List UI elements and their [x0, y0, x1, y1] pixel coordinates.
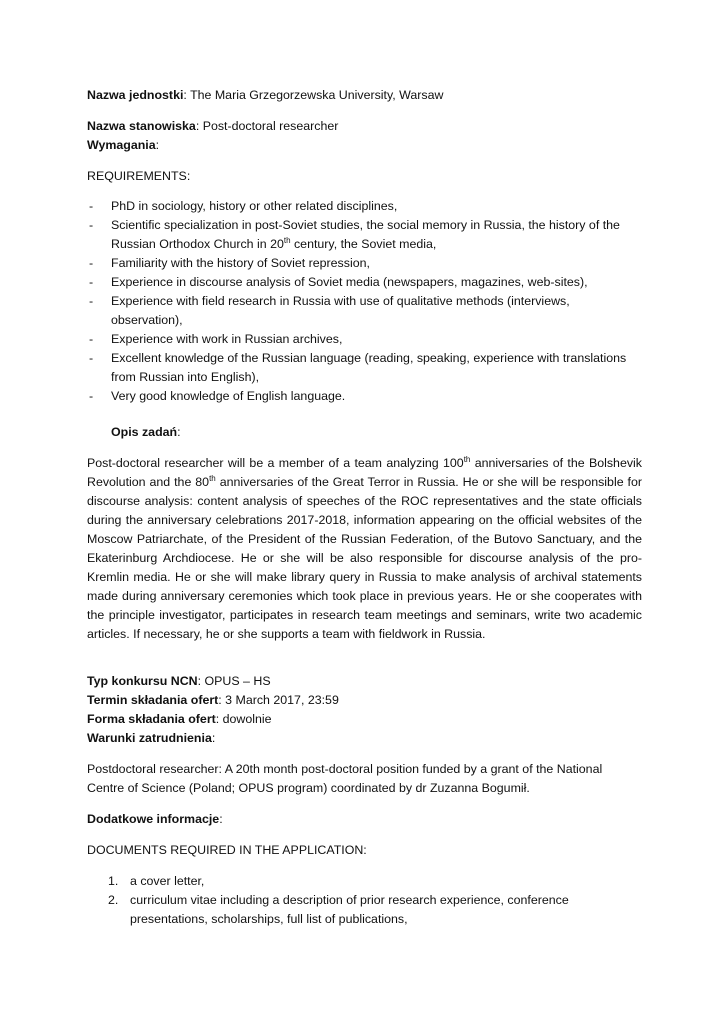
unit-label: Nazwa jednostki: [87, 88, 184, 102]
competition-type-label: Typ konkursu NCN: [87, 674, 198, 688]
submission-form-line: [87, 710, 642, 729]
deadline-label: Termin składania ofert: [87, 693, 219, 707]
list-item: - PhD in sociology, history or other related disciplines,: [87, 197, 642, 216]
list-item: - Experience with work in Russian archives,: [87, 330, 642, 349]
requirements-list: [87, 197, 642, 406]
list-item: 2. curriculum vitae including a description of prior research experience, conference presentations, scholarships, full list of publications,: [108, 893, 569, 926]
list-item: 1. a cover letter,: [108, 874, 205, 888]
submission-form-value: : dowolnie: [215, 712, 272, 726]
unit-value: : The Maria Grzegorzewska University, Warsaw: [183, 88, 444, 102]
position-line: [87, 117, 642, 136]
list-item: - Very good knowledge of English language.: [87, 387, 642, 406]
list-item: - Familiarity with the history of Soviet repression,: [87, 254, 642, 273]
competition-type-value: : OPUS – HS: [197, 674, 271, 688]
documents-heading: DOCUMENTS REQUIRED IN THE APPLICATION:: [87, 843, 367, 857]
conditions-label-line: Warunki zatrudnienia:: [87, 731, 216, 745]
requirements-label: Wymagania: [87, 138, 156, 152]
requirements-heading: REQUIREMENTS:: [87, 169, 191, 183]
conditions-text: Postdoctoral researcher: A 20th month post-doctoral position funded by a grant of the National Centre of Science (Poland; OPUS program) coordinated by dr Zuzanna Bogumił.: [87, 762, 603, 795]
competition-type-line: [87, 672, 642, 691]
tasks-label-line: Opis zadań:: [111, 425, 181, 439]
list-item: - Scientific specialization in post-Soviet studies, the social memory in Russia, the history of the Russian Orthodox Church in 20th century, the Soviet media,: [87, 216, 642, 254]
conditions-label: Warunki zatrudnienia: [87, 731, 212, 745]
unit-line: [87, 86, 642, 105]
additional-info-line: Dodatkowe informacje:: [87, 812, 223, 826]
position-label: Nazwa stanowiska: [87, 119, 196, 133]
list-item: - Excellent knowledge of the Russian language (reading, speaking, experience with translations from Russian into English),: [87, 349, 642, 387]
tasks-description: Post-doctoral researcher will be a member of a team analyzing 100th anniversaries of the Bolshevik Revolution and the 80th anniversaries of the Great Terror in Russia. He or she will be responsible for discourse analysis: content analysis of speeches of the ROC representatives and the state officials during the anniversary celebrations 2017-2018, information appearing on the official websites of the Moscow Patriarchate, of the President of the Russian Federation, of the Butovo Sanctuary, and the Ekaterinburg Archdiocese. He or she will be also responsible for discourse analysis of the pro-Kremlin media. He or she will make library query in Russia to make analysis of archival statements made during anniversary ceremonies which took place in previous years. He or she cooperates with the principle investigator, participates in research team meetings and seminars, write two academic articles. If necessary, he or she supports a team with fieldwork in Russia.: [87, 454, 642, 641]
list-item: - Experience with field research in Russia with use of qualitative methods (interviews, observation),: [87, 292, 642, 330]
requirements-label-line: Wymagania:: [87, 138, 160, 152]
documents-list: [87, 872, 642, 929]
deadline-line: [87, 691, 642, 710]
position-value: : Post-doctoral researcher: [195, 119, 339, 133]
additional-info-label: Dodatkowe informacje: [87, 812, 220, 826]
tasks-label: Opis zadań: [111, 425, 178, 439]
submission-form-label: Forma składania ofert: [87, 712, 216, 726]
deadline-value: : 3 March 2017, 23:59: [218, 693, 339, 707]
list-item: - Experience in discourse analysis of Soviet media (newspapers, magazines, web-sites),: [87, 273, 642, 292]
